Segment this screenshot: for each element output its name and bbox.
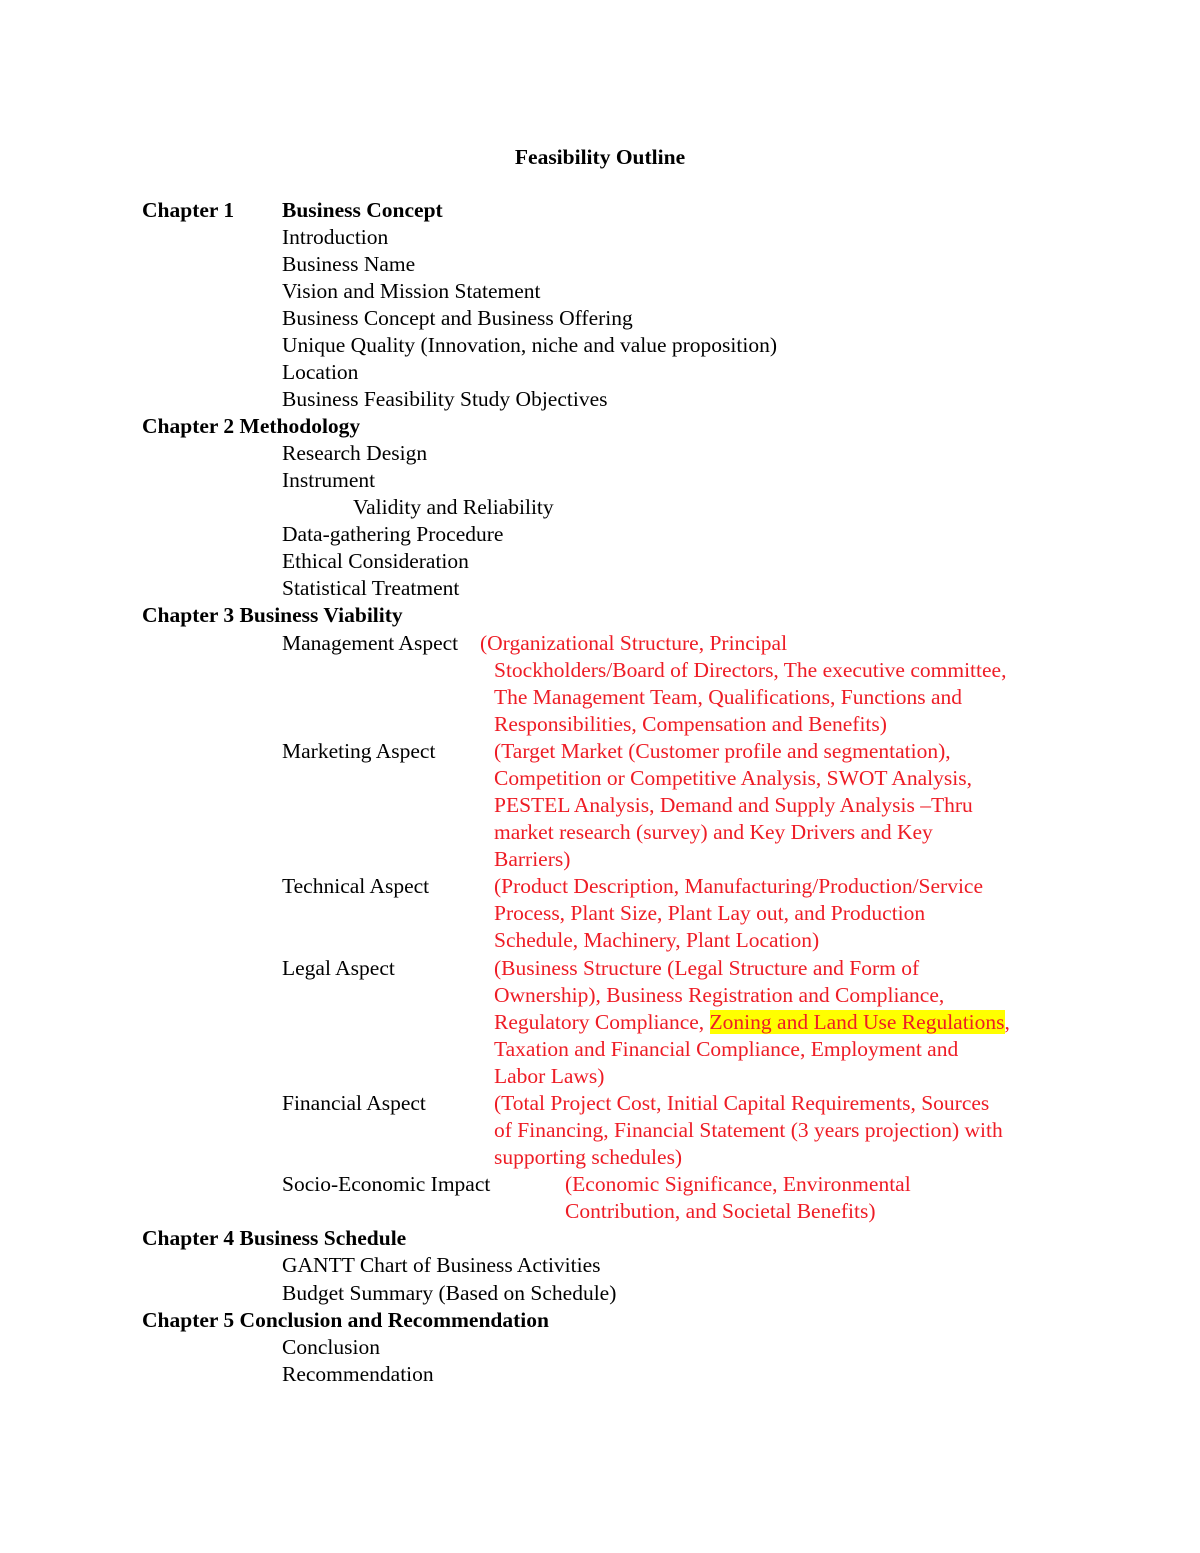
list-item: Recommendation bbox=[282, 1362, 434, 1386]
list-item: Introduction bbox=[282, 225, 389, 249]
technical-aspect-note: (Product Description, Manufacturing/Production/Service bbox=[494, 874, 984, 898]
legal-aspect-note: (Business Structure (Legal Structure and Form of bbox=[494, 956, 920, 980]
legal-aspect-note: Labor Laws) bbox=[494, 1064, 605, 1088]
list-item: Business Concept and Business Offering bbox=[282, 306, 633, 330]
list-item: Instrument bbox=[282, 468, 376, 492]
technical-aspect-note: Schedule, Machinery, Plant Location) bbox=[494, 928, 820, 952]
management-aspect-note: The Management Team, Qualifications, Functions and bbox=[494, 685, 962, 709]
list-item: Data-gathering Procedure bbox=[282, 522, 504, 546]
management-aspect-note: (Organizational Structure, Principal bbox=[480, 631, 788, 655]
legal-aspect-note-highlight-line bbox=[494, 1009, 1010, 1036]
marketing-aspect-note: (Target Market (Customer profile and segmentation), bbox=[494, 739, 951, 763]
marketing-aspect-note: Barriers) bbox=[494, 847, 571, 871]
legal-aspect-note: Taxation and Financial Compliance, Employment and bbox=[494, 1037, 959, 1061]
technical-aspect-label: Technical Aspect bbox=[282, 874, 430, 898]
chapter-4-heading: Chapter 4 Business Schedule bbox=[142, 1226, 407, 1250]
list-item: Research Design bbox=[282, 441, 428, 465]
list-item: Business Feasibility Study Objectives bbox=[282, 387, 608, 411]
list-item: Unique Quality (Innovation, niche and value proposition) bbox=[282, 333, 777, 357]
list-item: Vision and Mission Statement bbox=[282, 279, 541, 303]
list-item: Location bbox=[282, 360, 359, 384]
list-item: Budget Summary (Based on Schedule) bbox=[282, 1281, 617, 1305]
list-item: Business Name bbox=[282, 252, 416, 276]
financial-aspect-note: supporting schedules) bbox=[494, 1145, 683, 1169]
management-aspect-note: Responsibilities, Compensation and Benefits) bbox=[494, 712, 887, 736]
socio-economic-note: Contribution, and Societal Benefits) bbox=[565, 1199, 876, 1223]
chapter-5-heading: Chapter 5 Conclusion and Recommendation bbox=[142, 1308, 549, 1332]
marketing-aspect-note: Competition or Competitive Analysis, SWOT Analysis, bbox=[494, 766, 972, 790]
management-aspect-note: Stockholders/Board of Directors, The executive committee, bbox=[494, 658, 1007, 682]
financial-aspect-note: of Financing, Financial Statement (3 years projection) with bbox=[494, 1118, 1003, 1142]
list-item: Statistical Treatment bbox=[282, 576, 460, 600]
list-item: GANTT Chart of Business Activities bbox=[282, 1253, 601, 1277]
management-aspect-label: Management Aspect bbox=[282, 631, 459, 655]
legal-aspect-label: Legal Aspect bbox=[282, 956, 395, 980]
document-title: Feasibility Outline bbox=[514, 145, 686, 169]
chapter-1-label: Chapter 1 bbox=[142, 198, 235, 222]
chapter-3-heading: Chapter 3 Business Viability bbox=[142, 603, 403, 627]
highlighted-text: Zoning and Land Use Regulations bbox=[709, 1010, 1005, 1034]
legal-note-text: Regulatory Compliance, bbox=[494, 1010, 710, 1034]
socio-economic-label: Socio-Economic Impact bbox=[282, 1172, 491, 1196]
technical-aspect-note: Process, Plant Size, Plant Lay out, and Production bbox=[494, 901, 926, 925]
marketing-aspect-note: market research (survey) and Key Drivers and Key bbox=[494, 820, 933, 844]
sub-list-item: Validity and Reliability bbox=[353, 495, 554, 519]
list-item: Conclusion bbox=[282, 1335, 380, 1359]
financial-aspect-note: (Total Project Cost, Initial Capital Requirements, Sources bbox=[494, 1091, 990, 1115]
marketing-aspect-note: PESTEL Analysis, Demand and Supply Analysis –Thru bbox=[494, 793, 973, 817]
chapter-2-heading: Chapter 2 Methodology bbox=[142, 414, 361, 438]
list-item: Ethical Consideration bbox=[282, 549, 469, 573]
marketing-aspect-label: Marketing Aspect bbox=[282, 739, 436, 763]
chapter-1-heading: Business Concept bbox=[282, 198, 443, 222]
financial-aspect-label: Financial Aspect bbox=[282, 1091, 426, 1115]
legal-aspect-note: Ownership), Business Registration and Compliance, bbox=[494, 983, 945, 1007]
socio-economic-note: (Economic Significance, Environmental bbox=[565, 1172, 911, 1196]
legal-note-comma: , bbox=[1004, 1010, 1010, 1034]
